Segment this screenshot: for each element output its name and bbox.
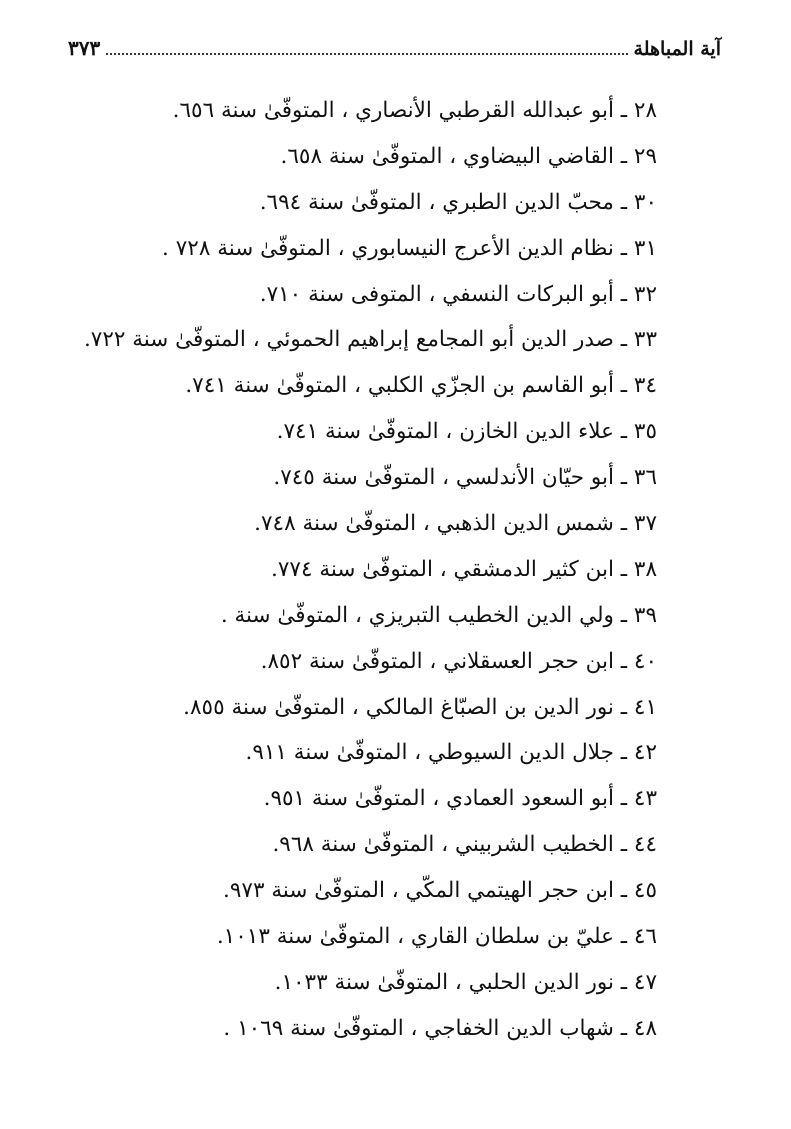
list-item: ٤١ ـ نور الدين بن الصبّاغ المالكي ، المتوفّىٰ سنة ٨٥٥. bbox=[183, 694, 657, 720]
running-title: آية المباهلة bbox=[633, 38, 721, 60]
list-item: ٣٦ ـ أبو حيّان الأندلسي ، المتوفّىٰ سنة ٧٤٥. bbox=[273, 465, 657, 491]
list-item: ٣٤ ـ أبو القاسم بن الجزّي الكلبي ، المتوفّىٰ سنة ٧٤١. bbox=[185, 373, 657, 399]
list-item: ٤٧ ـ نور الدين الحلبي ، المتوفّىٰ سنة ١٠٣٣. bbox=[274, 969, 657, 995]
list-item: ٤٨ ـ شهاب الدين الخفاجي ، المتوفّىٰ سنة ١٠٦٩ . bbox=[223, 1015, 657, 1041]
list-item: ٤٢ ـ جلال الدين السيوطي ، المتوفّىٰ سنة ٩١١. bbox=[245, 740, 657, 766]
header-dot-leader bbox=[106, 52, 627, 55]
list-item: ٣٥ ـ علاء الدين الخازن ، المتوفّىٰ سنة ٧٤١. bbox=[276, 419, 657, 445]
list-item: ٤٣ ـ أبو السعود العمادي ، المتوفّىٰ سنة ٩٥١. bbox=[263, 786, 657, 812]
list-item: ٤٥ ـ ابن حجر الهيتمي المكّي ، المتوفّىٰ سنة ٩٧٣. bbox=[223, 878, 657, 904]
scholars-list bbox=[60, 88, 657, 1052]
list-item: ٤٤ ـ الخطيب الشربيني ، المتوفّىٰ سنة ٩٦٨. bbox=[272, 832, 657, 858]
list-item: ٣٣ ـ صدر الدين أبو المجامع إبراهيم الحموئي ، المتوفّىٰ سنة ٧٢٢. bbox=[83, 327, 657, 353]
list-item: ٢٩ ـ القاضي البيضاوي ، المتوفّىٰ سنة ٦٥٨. bbox=[280, 143, 657, 169]
list-item: ٣٢ ـ أبو البركات النسفي ، المتوفى سنة ٧١٠. bbox=[259, 281, 657, 307]
list-item: ٤٦ ـ عليّ بن سلطان القاري ، المتوفّىٰ سنة ١٠١٣. bbox=[216, 924, 657, 950]
list-item: ٣٧ ـ شمس الدين الذهبي ، المتوفّىٰ سنة ٧٤٨. bbox=[254, 511, 657, 537]
running-header bbox=[68, 30, 721, 60]
list-item: ٣١ ـ نظام الدين الأعرج النيسابوري ، المتوفّىٰ سنة ٧٢٨ . bbox=[162, 235, 657, 261]
list-item: ٣٨ ـ ابن كثير الدمشقي ، المتوفّىٰ سنة ٧٧٤. bbox=[271, 556, 657, 582]
list-item: ٣٠ ـ محبّ الدين الطبري ، المتوفّىٰ سنة ٦٩٤. bbox=[259, 189, 657, 215]
list-item: ٤٠ ـ ابن حجر العسقلاني ، المتوفّىٰ سنة ٨٥٢. bbox=[260, 648, 657, 674]
page-number: ٣٧٣ bbox=[68, 36, 101, 60]
list-item: ٢٨ ـ أبو عبدالله القرطبي الأنصاري ، المتوفّىٰ سنة ٦٥٦. bbox=[172, 98, 657, 123]
list-item: ٣٩ ـ ولي الدين الخطيب التبريزي ، المتوفّىٰ سنة . bbox=[220, 602, 657, 628]
